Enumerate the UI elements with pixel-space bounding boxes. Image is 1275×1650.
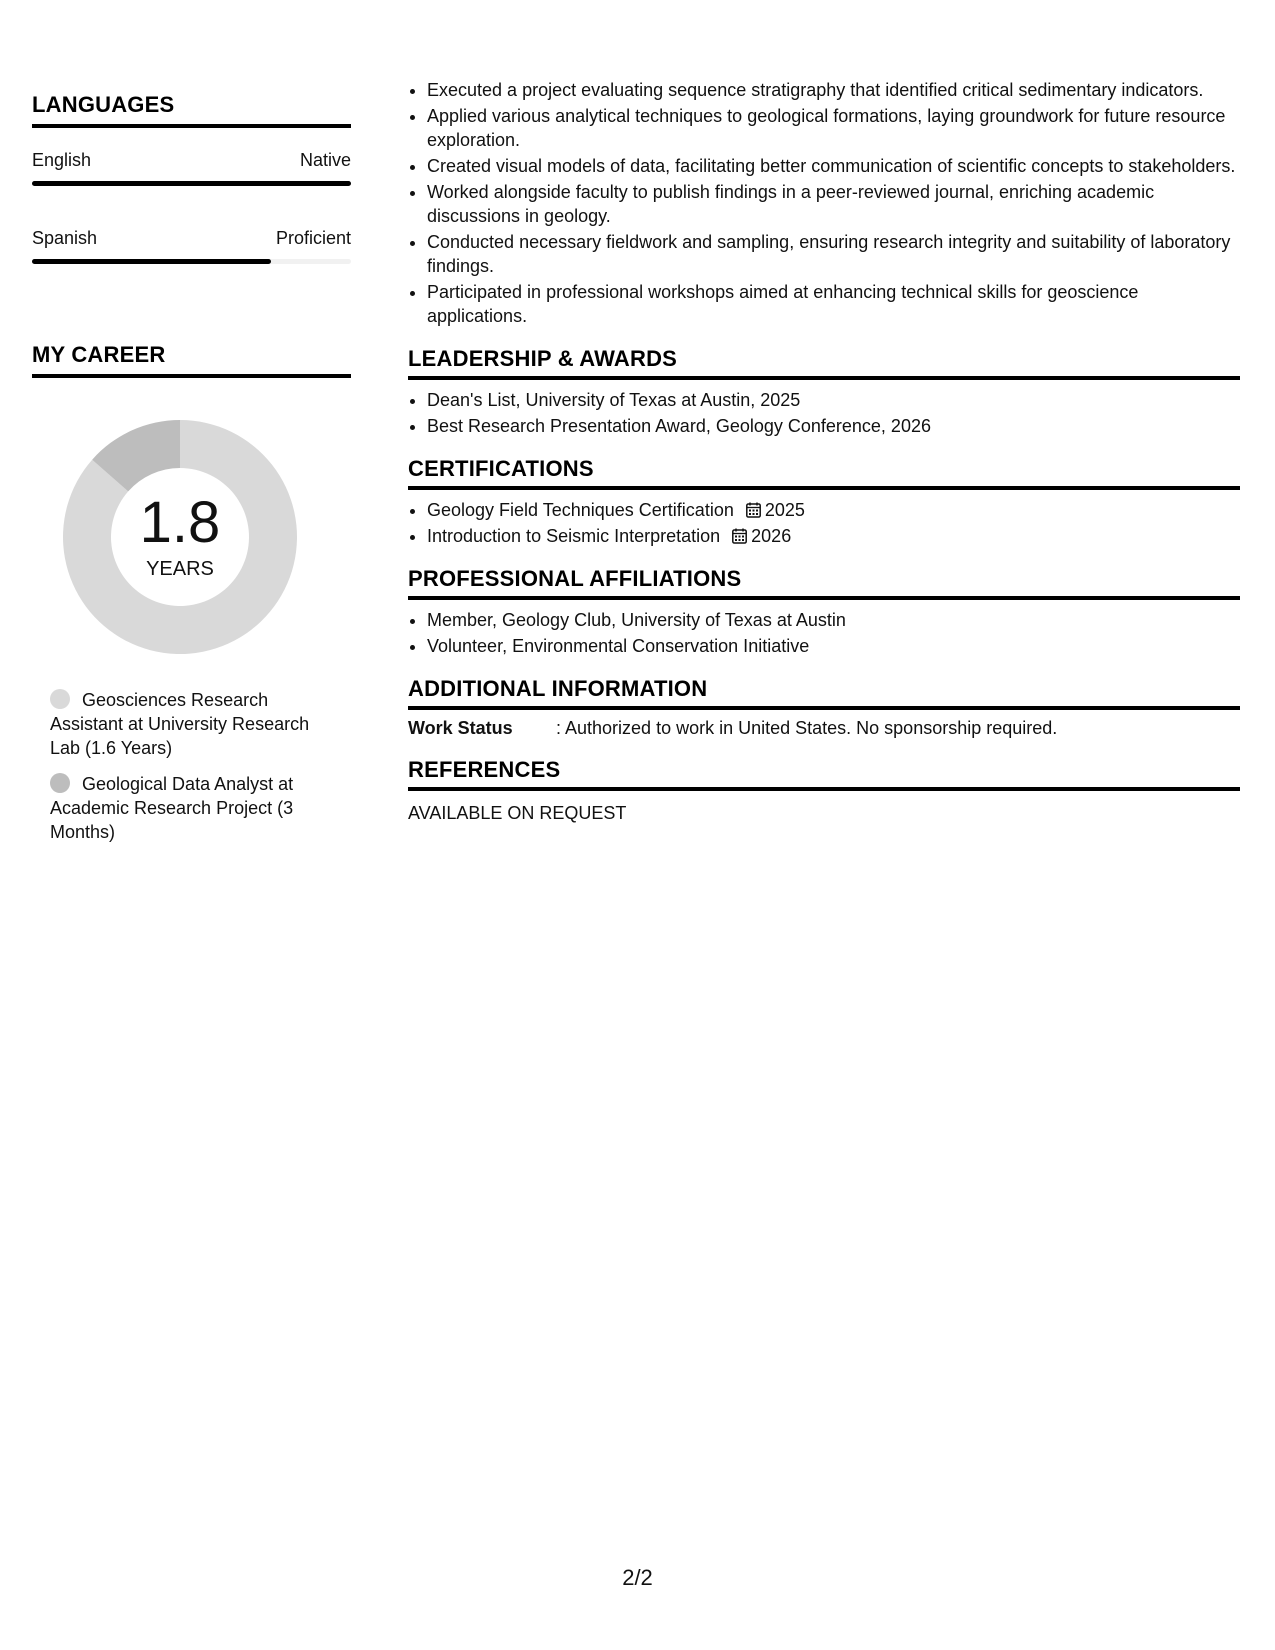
list-item: • Executed a project evaluating sequence stratigraphy that identified critical sedimentary indicators. — [427, 78, 1240, 102]
certification-name: Introduction to Seismic Interpretation — [427, 526, 721, 546]
career-total-unit: YEARS — [146, 558, 214, 580]
language-name: Spanish — [32, 228, 98, 248]
certification-year: 2025 — [764, 500, 805, 520]
career-title: MY CAREER — [32, 342, 351, 378]
list-item: • Applied various analytical techniques to geological formations, laying groundwork for future resource exploration. — [427, 104, 1240, 152]
language-bar-fill — [32, 181, 351, 186]
career-legend — [50, 688, 330, 844]
list-item: • Worked alongside faculty to publish findings in a peer-reviewed journal, enriching academic discussions in geology. — [427, 180, 1240, 228]
language-item — [32, 228, 351, 264]
languages-section — [32, 92, 351, 264]
language-level: Proficient — [275, 228, 351, 248]
list-item: • Volunteer, Environmental Conservation Initiative — [427, 634, 1240, 658]
additional-info-section — [408, 676, 1240, 739]
certification-year: 2026 — [751, 526, 792, 546]
awards-title: LEADERSHIP & AWARDS — [408, 346, 1240, 380]
awards-section — [408, 346, 1240, 438]
language-bar — [32, 181, 351, 186]
legend-dot-icon — [50, 689, 70, 709]
additional-info-title: ADDITIONAL INFORMATION — [408, 676, 1240, 710]
experience-bullets — [408, 78, 1240, 328]
references-title: REFERENCES — [408, 757, 1240, 791]
language-item — [32, 150, 351, 186]
language-bar — [32, 259, 351, 264]
language-bar-fill — [32, 259, 271, 264]
legend-dot-icon — [50, 773, 70, 793]
list-item: • Created visual models of data, facilitating better communication of scientific concepts to stakeholders. — [427, 154, 1240, 178]
languages-title: LANGUAGES — [32, 92, 351, 128]
list-item: • Participated in professional workshops aimed at enhancing technical skills for geoscience applications. — [427, 280, 1240, 328]
affiliations-title: PROFESSIONAL AFFILIATIONS — [408, 566, 1240, 600]
references-section — [408, 757, 1240, 824]
page-number: 2/2 — [622, 1565, 653, 1590]
language-name: English — [32, 150, 92, 170]
calendar-icon — [746, 502, 761, 518]
certification-name: Geology Field Techniques Certification — [427, 500, 734, 520]
certifications-section — [408, 456, 1240, 548]
list-item — [427, 524, 1240, 548]
legend-item — [50, 688, 330, 760]
list-item: • Conducted necessary fieldwork and sampling, ensuring research integrity and suitability of laboratory findings. — [427, 230, 1240, 278]
left-column — [32, 92, 351, 856]
right-column — [408, 78, 1240, 824]
list-item: • Best Research Presentation Award, Geology Conference, 2026 — [427, 414, 1240, 438]
work-status-label: Work Status — [408, 718, 513, 738]
list-item: • Member, Geology Club, University of Texas at Austin — [427, 608, 1240, 632]
affiliations-section — [408, 566, 1240, 658]
calendar-icon — [732, 528, 747, 544]
list-item: • Dean's List, University of Texas at Austin, 2025 — [427, 388, 1240, 412]
work-status-row — [408, 718, 1240, 739]
work-status-value: : Authorized to work in United States. No sponsorship required. — [556, 718, 1058, 738]
legend-label: Geosciences Research Assistant at University Research Lab (1.6 Years) — [50, 690, 310, 758]
career-total-value: 1.8 — [139, 490, 221, 555]
language-level: Native — [299, 150, 351, 170]
list-item — [427, 498, 1240, 522]
career-donut-chart — [55, 412, 305, 662]
legend-item — [50, 772, 330, 844]
references-text: AVAILABLE ON REQUEST — [408, 803, 627, 823]
career-section — [32, 342, 351, 844]
certifications-title: CERTIFICATIONS — [408, 456, 1240, 490]
legend-label: Geological Data Analyst at Academic Research Project (3 Months) — [50, 774, 294, 842]
